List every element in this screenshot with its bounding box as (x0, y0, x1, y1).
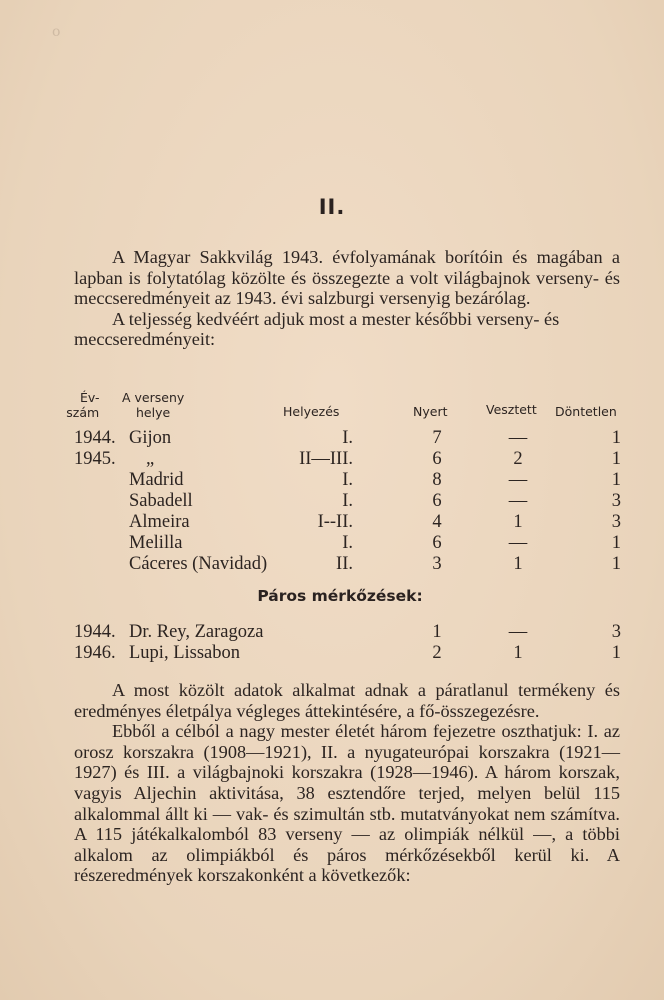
place: Madrid (129, 470, 184, 490)
chapter-heading: II. (318, 195, 346, 219)
rank: II. (336, 554, 353, 574)
won: 8 (432, 470, 442, 490)
place: Cáceres (Navidad) (129, 554, 268, 574)
year: 1944. (74, 428, 116, 448)
header-won: Nyert (413, 404, 448, 419)
won: 6 (432, 449, 442, 469)
drawn: 1 (611, 470, 621, 490)
header-lost: Vesztett (486, 402, 537, 417)
place: Almeira (129, 512, 190, 532)
drawn: 1 (611, 428, 621, 448)
lost: — (508, 622, 528, 642)
lost: 1 (513, 512, 523, 532)
place: „ (146, 449, 155, 469)
closing-text (74, 680, 620, 886)
rank: I. (342, 491, 353, 511)
drawn: 3 (611, 622, 621, 642)
opponent-place: Lupi, Lissabon (129, 643, 240, 663)
tournament-row (0, 449, 664, 470)
drawn: 1 (611, 449, 621, 469)
lost: 1 (513, 554, 523, 574)
drawn: 1 (611, 554, 621, 574)
header-place (122, 390, 184, 420)
year: 1946. (74, 643, 116, 663)
lost: — (508, 470, 528, 490)
lost: — (508, 533, 528, 553)
header-rank: Helyezés (283, 404, 340, 419)
matches-heading: Páros mérkőzések: (257, 587, 423, 605)
won: 1 (432, 622, 442, 642)
tournament-row (0, 491, 664, 512)
header-year-line2: szám (66, 405, 100, 420)
tournament-row (0, 470, 664, 491)
won: 6 (432, 491, 442, 511)
rank: I. (342, 533, 353, 553)
closing-paragraph-2: Ebből a célból a nagy mester életét három fejezetre oszthatjuk: I. az orosz korszakra (1908—1921), II. a nyugateurópai korszakra (1921—1927) és III. a világbajnoki korszakra (1928—1946). A három korszak, vagyis Aljechin aktivitása, 38 esztendőre terjed, melyen belül 115 alkalommal állt ki — vak- és szimultán stb. mutatványokat nem számítva. A 115 játékalkalomból 83 verseny — az olimpiák nélkül —, a többi alkalom az olimpiákból és páros mérkőzésekből kerül ki. A részeredmények korszakonként a következők: (74, 721, 620, 886)
year: 1945. (74, 449, 116, 469)
drawn: 1 (611, 533, 621, 553)
place: Melilla (129, 533, 183, 553)
match-row (0, 622, 664, 643)
drawn: 3 (611, 491, 621, 511)
opponent-place: Dr. Rey, Zaragoza (129, 622, 264, 642)
drawn: 1 (611, 643, 621, 663)
lost: 1 (513, 643, 523, 663)
drawn: 3 (611, 512, 621, 532)
intro-text (74, 247, 620, 350)
tournament-row (0, 554, 664, 575)
closing-paragraph-1: A most közölt adatok alkalmat adnak a páratlanul termékeny és eredményes életpálya végleges áttekintésére, a fő-összegezésre. (74, 680, 620, 721)
show-through-page-number: o (52, 24, 61, 40)
won: 4 (432, 512, 442, 532)
rank: I. (342, 428, 353, 448)
rank: II—III. (299, 449, 353, 469)
header-year (66, 390, 100, 420)
header-place-line2: helye (136, 405, 171, 420)
header-place-line1: A verseny (122, 390, 185, 405)
match-row (0, 643, 664, 664)
won: 2 (432, 643, 442, 663)
tournament-row (0, 533, 664, 554)
rank: I. (342, 470, 353, 490)
tournament-row (0, 428, 664, 449)
won: 6 (432, 533, 442, 553)
intro-paragraph-2: A teljesség kedvéért adjuk most a mester későbbi verseny- és meccseredményeit: (74, 308, 560, 350)
tournament-row (0, 512, 664, 533)
won: 3 (432, 554, 442, 574)
header-year-line1: Év- (80, 390, 100, 405)
lost: 2 (513, 449, 523, 469)
won: 7 (432, 428, 442, 448)
rank: I--II. (317, 512, 353, 532)
lost: — (508, 428, 528, 448)
header-drawn: Döntetlen (555, 404, 617, 419)
place: Gijon (129, 428, 172, 448)
lost: — (508, 491, 528, 511)
place: Sabadell (129, 491, 193, 511)
intro-paragraph-1: A Magyar Sakkvilág 1943. évfolyamának borítóin és magában a lapban is folytatólag közölte és összegezte a volt világbajnok verseny- és meccseredményeit az 1943. évi salzburgi versenyig bezárólag. (74, 247, 620, 309)
year: 1944. (74, 622, 116, 642)
